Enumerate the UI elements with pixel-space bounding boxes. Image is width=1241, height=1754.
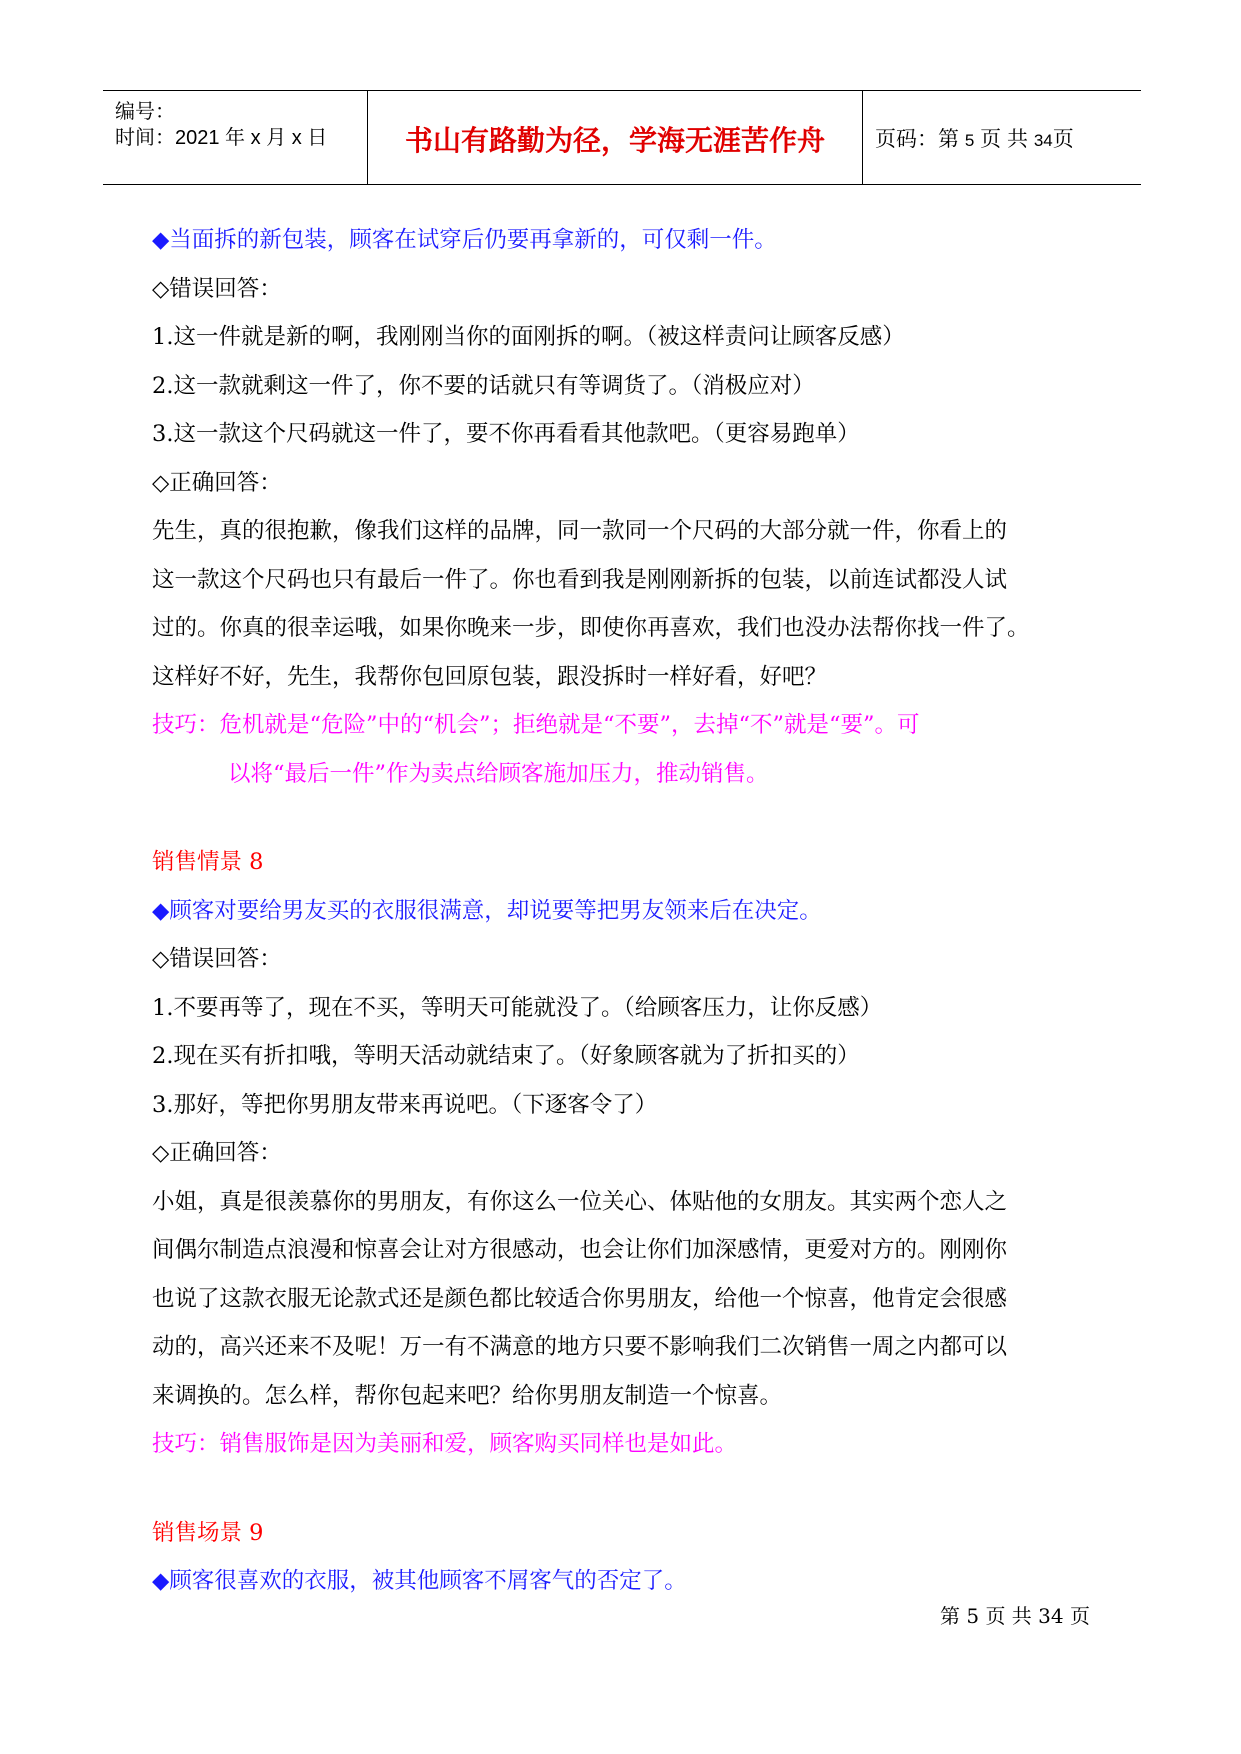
scene8-title: ◆顾客对要给男友买的衣服很满意，却说要等把男友领来后在决定。 bbox=[152, 897, 822, 924]
scene9-heading: 销售场景 9 bbox=[152, 1519, 264, 1546]
page-suffix: 页 bbox=[1052, 128, 1074, 151]
header-motto: 书山有路勤为径，学海无涯苦作舟 bbox=[404, 124, 825, 157]
scene8-wrong-label: ◇错误回答： bbox=[152, 946, 282, 972]
header-page-cell bbox=[863, 91, 1141, 184]
scene7-tip-line-2: 以将“最后一件”作为卖点给顾客施加压力，推动销售。 bbox=[228, 760, 769, 787]
scene7-tip-line-1: 技巧：危机就是“危险”中的“机会”；拒绝就是“不要”，去掉“不”就是“要”。可 bbox=[152, 712, 920, 738]
scene7-right-line-2: 这一款这个尺码也只有最后一件了。你也看到我是刚刚新拆的包装，以前连试都没人试 bbox=[152, 566, 1008, 593]
scene8-wrong-1: 1.不要再等了，现在不买，等明天可能就没了。（给顾客压力，让你反感） bbox=[152, 994, 883, 1021]
scene9-title: ◆顾客很喜欢的衣服，被其他顾客不屑客气的否定了。 bbox=[152, 1568, 687, 1594]
page-total: 34 bbox=[1033, 131, 1053, 150]
scene8-right-line-3: 也说了这款衣服无论款式还是颜色都比较适合你男朋友，给他一个惊喜，他肯定会很感 bbox=[152, 1285, 1008, 1312]
scene8-wrong-3: 3.那好，等把你男朋友带来再说吧。（下逐客令了） bbox=[152, 1091, 658, 1118]
section-spacer bbox=[152, 798, 1102, 838]
scene7-wrong-label: ◇错误回答： bbox=[152, 275, 282, 302]
scene8-right-label: ◇正确回答： bbox=[152, 1140, 282, 1166]
scene7-wrong-2: 2.这一款就剩这一件了，你不要的话就只有等调货了。（消极应对） bbox=[152, 372, 815, 399]
section-spacer bbox=[152, 1469, 1102, 1509]
page-prefix: 页码：第 bbox=[875, 128, 959, 151]
page-mid: 页 共 bbox=[980, 128, 1028, 151]
scene7-right-label: ◇正确回答： bbox=[152, 469, 282, 496]
scene8-right-line-1: 小姐，真是很羡慕你的男朋友，有你这么一位关心、体贴他的女朋友。其实两个恋人之 bbox=[152, 1188, 1008, 1215]
header-info-cell bbox=[103, 91, 368, 184]
document-number-label: 编号： bbox=[115, 101, 175, 123]
scene7-title: ◆当面拆的新包装，顾客在试穿后仍要再拿新的，可仅剩一件。 bbox=[152, 227, 777, 253]
page-number: 5 bbox=[964, 131, 975, 150]
document-time-label: 时间：2021 年 x 月 x 日 bbox=[115, 127, 328, 149]
document-body bbox=[152, 216, 1102, 1606]
header-motto-cell bbox=[368, 91, 863, 184]
scene7-wrong-1: 1.这一件就是新的啊，我刚刚当你的面刚拆的啊。（被这样责问让顾客反感） bbox=[152, 324, 905, 350]
page-footer: 第 5 页 共 34 页 bbox=[940, 1604, 1090, 1628]
scene8-heading: 销售情景 8 bbox=[152, 849, 264, 875]
scene8-right-line-4: 动的，高兴还来不及呢！万一有不满意的地方只要不影响我们二次销售一周之内都可以 bbox=[152, 1334, 1008, 1360]
scene8-right-line-5: 来调换的。怎么样，帮你包起来吧？给你男朋友制造一个惊喜。 bbox=[152, 1382, 783, 1409]
scene7-right-line-4: 这样好不好，先生，我帮你包回原包装，跟没拆时一样好看，好吧？ bbox=[152, 663, 828, 690]
scene8-right-line-2: 间偶尔制造点浪漫和惊喜会让对方很感动，也会让你们加深感情，更爱对方的。刚刚你 bbox=[152, 1237, 1008, 1263]
page-header bbox=[103, 90, 1141, 185]
header-page-indicator bbox=[875, 123, 1074, 153]
scene8-tip: 技巧：销售服饰是因为美丽和爱，顾客购买同样也是如此。 bbox=[152, 1431, 738, 1457]
scene8-wrong-2: 2.现在买有折扣哦，等明天活动就结束了。（好象顾客就为了折扣买的） bbox=[152, 1043, 860, 1069]
scene7-wrong-3: 3.这一款这个尺码就这一件了，要不你再看看其他款吧。（更容易跑单） bbox=[152, 421, 860, 447]
scene7-right-line-1: 先生，真的很抱歉，像我们这样的品牌，同一款同一个尺码的大部分就一件，你看上的 bbox=[152, 518, 1008, 544]
scene7-right-line-3: 过的。你真的很幸运哦，如果你晚来一步，即使你再喜欢，我们也没办法帮你找一件了。 bbox=[152, 615, 1030, 641]
